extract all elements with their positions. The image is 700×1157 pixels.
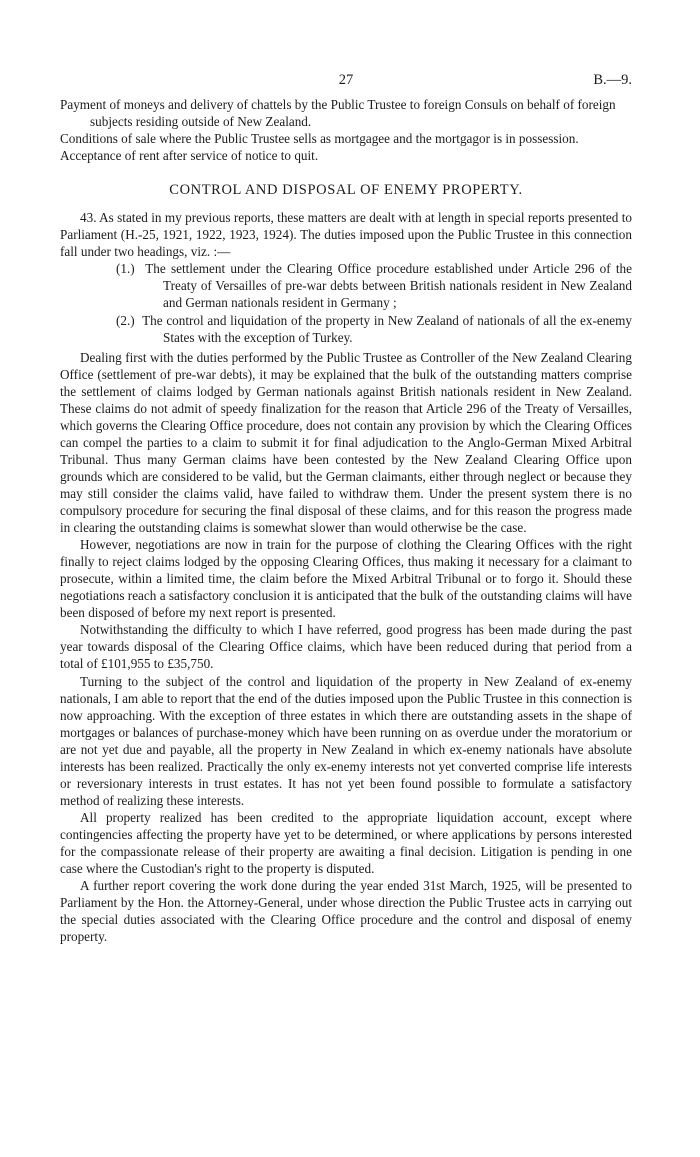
heading-item-2 (116, 312, 632, 346)
document-reference: B.—9. (593, 72, 632, 88)
paragraph-number: 43. (80, 210, 97, 226)
paragraph-further-report: A further report covering the work done during the year ended 31st March, 1925, will be presented to Parliament by the Hon. the Attorney-General, under whose direction the Public Trustee acts in carrying out the special duties associated with the Clearing Office procedure and the control and disposal of enemy property. (60, 878, 632, 945)
paragraph-progress: Notwithstanding the difficulty to which I have referred, good progress has been made during the past year towards disposal of the Clearing Office claims, which have been reduced during that period from a total of £101,955 to £35,750. (60, 622, 632, 672)
heading-item-1 (116, 260, 632, 311)
page-number: 27 (338, 72, 354, 88)
list-item: Payment of moneys and delivery of chattels by the Public Trustee to foreign Consuls on behalf of foreign subjects residing outside of New Zealand. (60, 97, 616, 130)
page-body (60, 96, 632, 945)
item-label: (1.) (116, 261, 135, 277)
section-heading: CONTROL AND DISPOSAL OF ENEMY PROPERTY. (169, 182, 523, 199)
page-header (60, 72, 632, 92)
paragraph-43 (60, 209, 632, 260)
paragraph-text: As stated in my previous reports, these matters are dealt with at length in special reports presented to Parliament (H.-25, 1921, 1922, 1923, 1924). The duties imposed upon the Public Trustee in this connection fall under two headings, viz. :— (60, 210, 632, 260)
item-label: (2.) (116, 312, 135, 328)
item-text: The settlement under the Clearing Office procedure established under Article 296 of the Treaty of Versailles of pre-war debts between British nationals resident in New Zealand and German nationals resident in Germany ; (145, 261, 633, 311)
list-item: Conditions of sale where the Public Trustee sells as mortgagee and the mortgagor is in possession. (60, 131, 579, 147)
paragraph-property-realized: All property realized has been credited to the appropriate liquidation account, except where contingencies affecting the property have yet to be determined, or where applications by persons interested for the compassionate release of their property are awaiting a final decision. Litigation is pending in one case where the Custodian's right to the property is disputed. (60, 809, 632, 877)
item-text: The control and liquidation of the property in New Zealand of nationals of all the ex-enemy States with the exception of Turkey. (142, 312, 632, 345)
paragraph-liquidation: Turning to the subject of the control and liquidation of the property in New Zealand of ex-enemy nationals, I am able to report that the end of the duties imposed upon the Public Trustee in this connection is now approaching. With the exception of three estates in which there are outstanding assets in the shape of mortgages or balances of purchase-money which have been running on as overdue under the moratorium or are not yet due and payable, all the property in New Zealand in which ex-enemy nationals have absolute interests has been realized. Practically the only ex-enemy interests not yet converted comprise life interests or reversionary interests in trust estates. It has not yet been found possible to formulate a satisfactory method of realizing these interests. (60, 673, 632, 808)
paragraph-clearing-office: Dealing first with the duties performed by the Public Trustee as Controller of the New Zealand Clearing Office (settlement of pre-war debts), it may be explained that the bulk of the outstanding matters comprise the settlement of claims lodged by German nationals against British nationals resident in New Zealand. These claims do not admit of speedy finalization for the reason that Article 296 of the Treaty of Versailles, which governs the Clearing Office procedure, does not contain any provision by which the Clearing Offices can compel the parties to a claim to submit it for final adjudication to the Anglo-German Mixed Arbitral Tribunal. Thus many German claims have been contested by the New Zealand Clearing Office upon grounds which are considered to be valid, but the German claimants, either through neglect or because they may still consider the claims valid, have failed to withdraw them. Under the present system there is no compulsory procedure for securing the final disposal of these claims, and for this reason the progress made in clearing the outstanding claims is somewhat slower than would otherwise be the case. (60, 349, 632, 536)
list-item: Acceptance of rent after service of notice to quit. (60, 148, 319, 164)
paragraph-negotiations: However, negotiations are now in train for the purpose of clothing the Clearing Offices with the right finally to reject claims lodged by the opposing Clearing Offices, thus making it necessary for a claimant to prosecute, within a limited time, the claim before the Mixed Arbitral Tribunal or to forgo it. Should these negotiations reach a satisfactory conclusion it is anticipated that the bulk of the outstanding claims will have been disposed of before my next report is presented. (60, 537, 632, 621)
